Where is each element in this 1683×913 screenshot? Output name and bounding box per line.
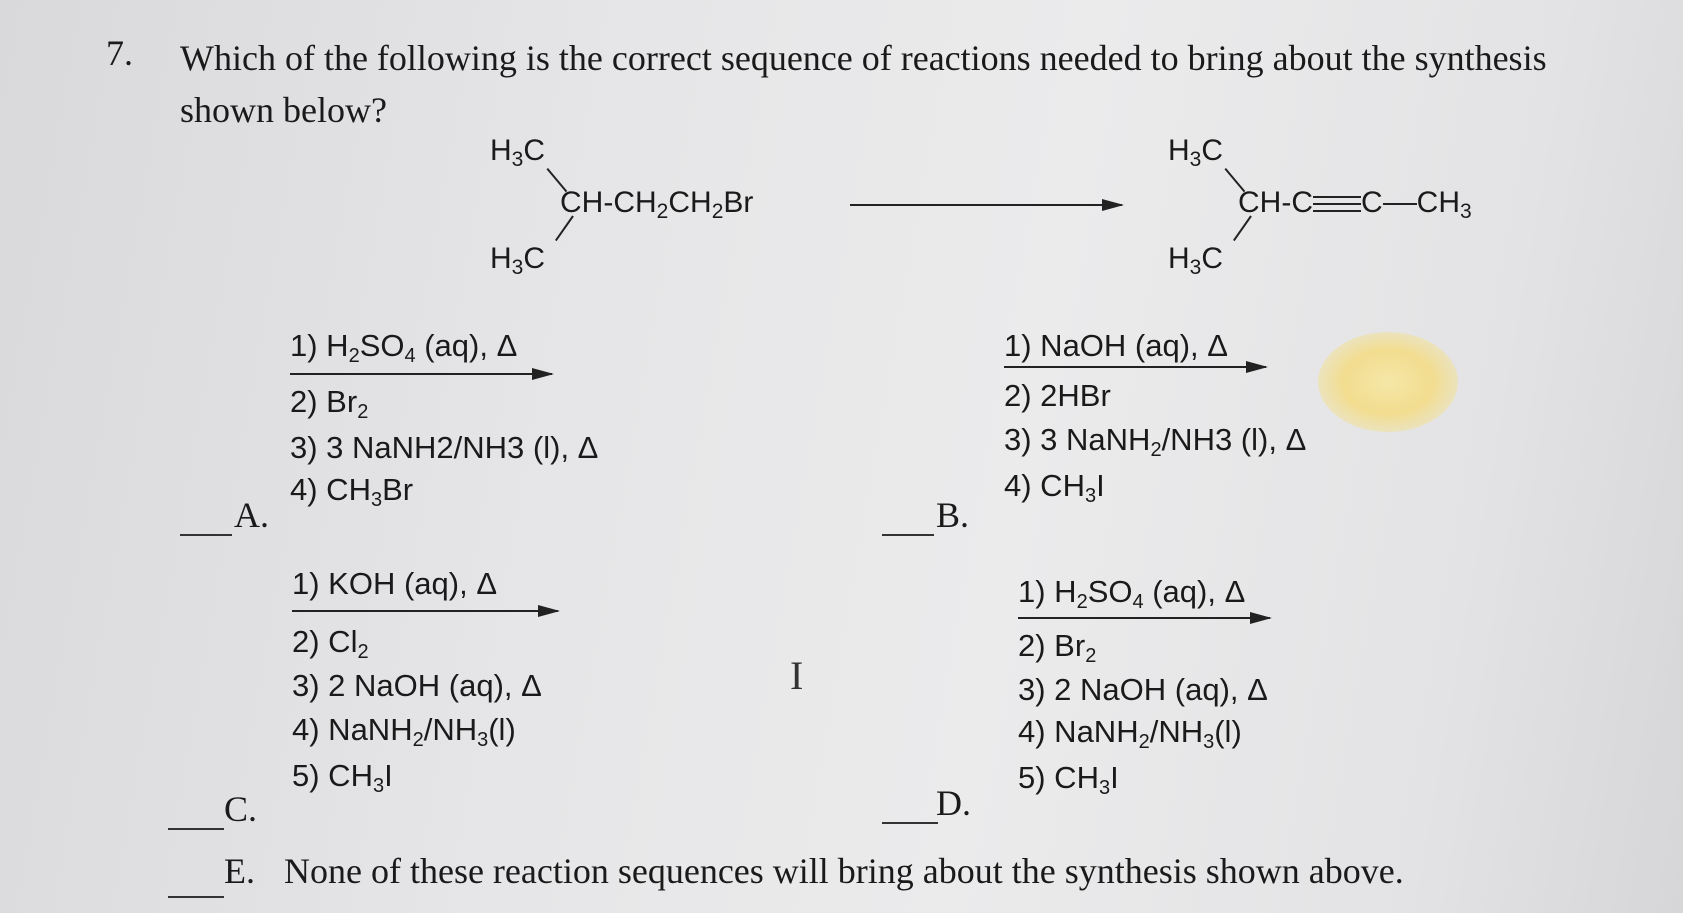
option-c-arrow xyxy=(292,610,558,612)
reactant-top-methyl: $H_3C$ xyxy=(490,134,546,171)
main-reaction-arrow xyxy=(850,204,1122,206)
option-b-step-2: 2) 2HBr xyxy=(1004,378,1111,413)
product-top-methyl: $H_3C$ xyxy=(1168,134,1224,171)
option-d-answer-blank[interactable] xyxy=(882,822,938,824)
option-a-step-4: 4) $CH_3Br$ xyxy=(290,472,414,511)
option-c-step-2: 2) $Cl_2$ xyxy=(292,624,369,663)
option-e-letter: E. xyxy=(224,851,255,891)
option-a-step-1: 1) $H_2SO_4$ (aq), Δ xyxy=(290,328,518,367)
option-b-arrow xyxy=(1004,366,1266,368)
option-a-arrow xyxy=(290,373,552,375)
option-b-step-3: 3) 3 NaNH$_2$/NH3 (l), Δ xyxy=(1004,422,1307,461)
option-d-arrow xyxy=(1018,617,1270,619)
question-text: Which of the following is the correct sequence of reactions needed to bring about the synthesis shown below? xyxy=(180,38,1547,130)
option-d-step-4: 4) $NaNH_2/NH_3(l)$ xyxy=(1018,714,1242,753)
product-chain: CH-C C $CH_3$ xyxy=(1238,186,1472,223)
option-a-answer-blank[interactable] xyxy=(180,534,232,536)
option-c-step-4: 4) $NaNH_2/NH_3(l)$ xyxy=(292,712,516,751)
reactant-bottom-methyl: $H_3C$ xyxy=(490,242,546,279)
option-b-step-4: 4) $CH_3I$ xyxy=(1004,468,1105,507)
option-c-step-5: 5) $CH_3I$ xyxy=(292,758,393,797)
reactant-chain: $CH-CH_2CH_2Br$ xyxy=(560,186,754,223)
option-c-letter: C. xyxy=(224,789,258,829)
option-a-letter: A. xyxy=(234,495,269,535)
option-e-answer-blank[interactable] xyxy=(168,896,224,898)
light-glare xyxy=(1318,332,1458,432)
text-cursor-icon: I xyxy=(790,653,804,698)
question-number: 7. xyxy=(106,33,133,73)
option-c-step-1: 1) KOH (aq), Δ xyxy=(292,566,498,601)
option-c-answer-blank[interactable] xyxy=(168,828,224,830)
option-d-step-3: 3) 2 NaOH (aq), Δ xyxy=(1018,672,1268,707)
option-b-step-1: 1) NaOH (aq), Δ xyxy=(1004,328,1228,363)
option-d-letter: D. xyxy=(936,783,971,823)
option-d-step-5: 5) $CH_3I$ xyxy=(1018,760,1119,799)
option-c-step-3: 3) 2 NaOH (aq), Δ xyxy=(292,668,542,703)
option-d-step-2: 2) $Br_2$ xyxy=(1018,628,1097,667)
option-d-step-1: 1) $H_2SO_4$ (aq), Δ xyxy=(1018,574,1246,613)
product-bottom-methyl: $H_3C$ xyxy=(1168,242,1224,279)
option-a-step-3: 3) 3 NaNH2/NH3 (l), Δ xyxy=(290,430,599,465)
option-e-text: None of these reaction sequences will bring about the synthesis shown above. xyxy=(284,851,1404,891)
option-b-answer-blank[interactable] xyxy=(882,534,934,536)
option-a-step-2: 2) $Br_2$ xyxy=(290,384,369,423)
option-b-letter: B. xyxy=(936,495,970,535)
